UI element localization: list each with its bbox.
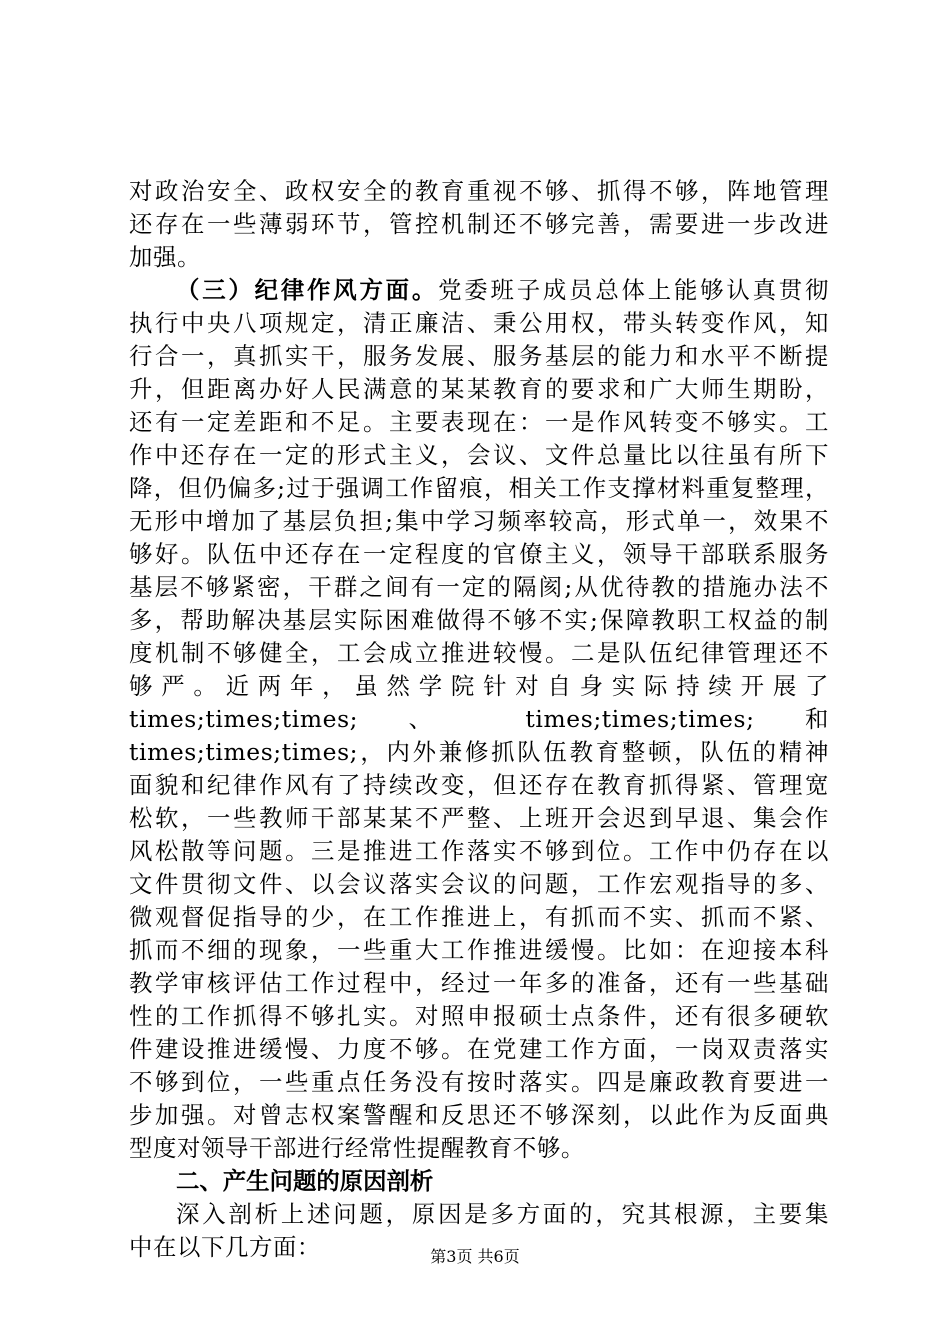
- text-line: 型度对领导干部进行经常性提醒教育不够。: [129, 1134, 585, 1162]
- text-line: 件建设推进缓慢、力度不够。在党建工作方面，一岗双责落实: [129, 1035, 829, 1063]
- paragraph-2: [129, 274, 829, 1165]
- text-line: 深入剖析上述问题，原因是多方面的，究其根源，主要集: [176, 1200, 829, 1228]
- text-line: 降，但仍偏多;过于强调工作留痕，相关工作支撑材料重复整理，: [129, 474, 829, 502]
- body-text: [129, 175, 829, 1264]
- text-line: 文件贯彻文件、以会议落实会议的问题，工作宏观指导的多、: [129, 870, 829, 898]
- text-line: 度机制不够健全，工会成立推进较慢。二是队伍纪律管理还不: [129, 639, 829, 667]
- text-line: 风松散等问题。三是推进工作落实不够到位。工作中仍存在以: [129, 837, 829, 865]
- section-heading: 二、产生问题的原因剖析: [176, 1167, 434, 1195]
- text-line: 还有一定差距和不足。主要表现在：一是作风转变不够实。工: [129, 408, 829, 436]
- text-line: 无形中增加了基层负担;集中学习频率较高，形式单一，效果不: [129, 507, 829, 535]
- text-line: 行合一，真抓实干，服务发展、服务基层的能力和水平不断提: [129, 342, 829, 370]
- text-line: 基层不够紧密，干群之间有一定的隔阂;从优待教的措施办法不: [129, 573, 829, 601]
- text-line: 中在以下几方面：: [129, 1233, 321, 1261]
- text-line: 还存在一些薄弱环节，管控机制还不够完善，需要进一步改进: [129, 210, 829, 238]
- text-line: 性的工作抓得不够扎实。对照申报硕士点条件，还有很多硬软: [129, 1002, 829, 1030]
- section-lead: （三）纪律作风方面。: [176, 276, 439, 304]
- text-line: 执行中央八项规定，清正廉洁、秉公用权，带头转变作风，知: [129, 309, 829, 337]
- text-line: 作中还存在一定的形式主义，会议、文件总量比以往虽有所下: [129, 441, 829, 469]
- paragraph-1: [129, 175, 829, 274]
- text-line: 松软，一些教师干部某某不严整、上班开会迟到早退、集会作: [129, 804, 829, 832]
- text-line: 够好。队伍中还存在一定程度的官僚主义，领导干部联系服务: [129, 540, 829, 568]
- text-line: 够严。近两年，虽然学院针对自身实际持续开展了: [129, 672, 829, 700]
- text-line: 步加强。对曾志权案警醒和反思还不够深刻，以此作为反面典: [129, 1101, 829, 1129]
- text-line: 抓而不细的现象，一些重大工作推进缓慢。比如：在迎接本科: [129, 936, 829, 964]
- text-line: 升，但距离办好人民满意的某某教育的要求和广大师生期盼，: [129, 375, 829, 403]
- text-line: （三）纪律作风方面。党委班子成员总体上能够认真贯彻: [176, 276, 830, 304]
- text-line: 多，帮助解决基层实际困难做得不够不实;保障教职工权益的制: [129, 606, 829, 634]
- text-line: times;times;times;，内外兼修抓队伍教育整顿，队伍的精神: [129, 738, 829, 766]
- text-line: 不够到位，一些重点任务没有按时落实。四是廉政教育要进一: [129, 1068, 829, 1096]
- text-line: 面貌和纪律作风有了持续改变，但还存在教育抓得紧、管理宽: [129, 771, 829, 799]
- text-line: 对政治安全、政权安全的教育重视不够、抓得不够，阵地管理: [129, 177, 829, 205]
- text-line: times;times;times; 、 times;times;times; 和: [129, 705, 829, 733]
- page-footer: 第3页 共6页: [430, 1247, 520, 1266]
- text-line: 教学审核评估工作过程中，经过一年多的准备，还有一些基础: [129, 969, 829, 997]
- text-line: 微观督促指导的少，在工作推进上，有抓而不实、抓而不紧、: [129, 903, 829, 931]
- text-line: 加强。: [129, 243, 201, 271]
